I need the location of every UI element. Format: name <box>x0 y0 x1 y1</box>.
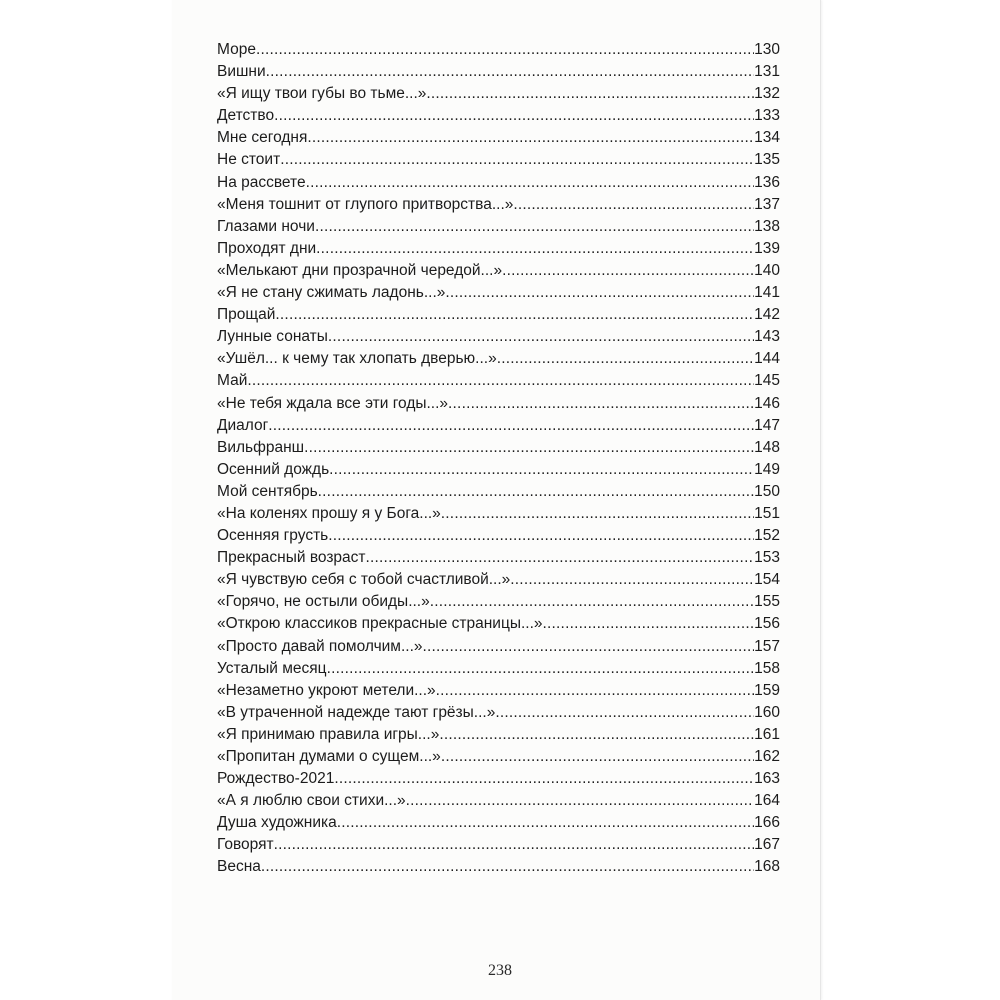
toc-entry <box>217 702 780 724</box>
toc-entry-title: Вильфранш <box>217 438 305 456</box>
toc-dot-leader <box>441 746 754 768</box>
toc-entry <box>217 481 780 503</box>
toc-entry-page: 157 <box>754 637 780 655</box>
toc-entry-page: 135 <box>754 151 780 169</box>
toc-entry-title: «Меня тошнит от глупого притворства...» <box>217 195 514 213</box>
toc-entry-title: «На коленях прошу я у Бога...» <box>217 504 441 522</box>
toc-dot-leader <box>318 481 754 503</box>
toc-dot-leader <box>510 569 754 591</box>
toc-dot-leader <box>266 61 754 83</box>
toc-dot-leader <box>328 525 754 547</box>
toc-entry <box>217 746 780 768</box>
toc-entry-title: Прекрасный возраст <box>217 549 366 567</box>
toc-dot-leader <box>448 393 754 415</box>
toc-entry-page: 162 <box>754 748 780 765</box>
toc-dot-leader <box>316 238 754 260</box>
toc-entry-page: 130 <box>754 41 780 58</box>
toc-entry <box>217 547 780 569</box>
toc-dot-leader <box>280 149 754 171</box>
toc-entry-title: Диалог <box>217 416 269 434</box>
toc-dot-leader <box>430 591 754 613</box>
toc-entry-title: «Пропитан думами о сущем...» <box>217 748 441 765</box>
toc-entry <box>217 216 780 238</box>
toc-dot-leader <box>315 216 754 238</box>
toc-dot-leader <box>543 613 755 635</box>
toc-entry-page: 134 <box>754 129 780 147</box>
toc-entry-page: 153 <box>754 549 780 567</box>
toc-entry-title: Осенняя грусть <box>217 527 329 545</box>
toc-entry-title: «Незаметно укроют метели...» <box>217 681 436 699</box>
page-number: 238 <box>488 962 512 979</box>
toc-entry-title: Осенний дождь <box>217 460 330 478</box>
toc-dot-leader <box>304 437 754 459</box>
toc-entry-page: 159 <box>754 681 780 699</box>
toc-dot-leader <box>513 194 754 216</box>
toc-entry <box>217 393 780 415</box>
toc-entry-title: «Открою классиков прекрасные страницы...» <box>217 615 543 633</box>
toc-entry-page: 145 <box>754 372 780 390</box>
toc-entry-page: 156 <box>754 615 780 633</box>
toc-entry-title: «Я ищу твои губы во тьме...» <box>217 85 427 103</box>
toc-dot-leader <box>268 415 754 437</box>
toc-entry-title: Море <box>217 41 256 58</box>
toc-entry <box>217 790 780 812</box>
toc-entry <box>217 724 780 746</box>
toc-entry-page: 164 <box>754 792 780 810</box>
toc-dot-leader <box>502 260 754 282</box>
toc-entry <box>217 348 780 370</box>
toc-entry <box>217 569 780 591</box>
toc-entry-title: Глазами ночи <box>217 217 315 235</box>
toc-dot-leader <box>307 127 754 149</box>
toc-entry-page: 140 <box>754 261 780 279</box>
toc-entry-page: 152 <box>754 527 780 545</box>
toc-entry <box>217 636 780 658</box>
toc-entry-page: 136 <box>754 173 780 191</box>
toc-entry <box>217 812 780 834</box>
toc-entry <box>217 459 780 481</box>
toc-entry <box>217 172 780 194</box>
toc-dot-leader <box>274 834 755 856</box>
toc-entry-title: «В утраченной надежде тают грёзы...» <box>217 703 496 721</box>
toc-entry-page: 137 <box>754 195 780 213</box>
toc-dot-leader <box>247 370 754 392</box>
toc-entry <box>217 613 780 635</box>
toc-dot-leader <box>445 282 754 304</box>
toc-dot-leader <box>329 459 754 481</box>
toc-entry-page: 149 <box>754 460 780 478</box>
toc-entry <box>217 149 780 171</box>
toc-entry-page: 168 <box>754 858 780 876</box>
toc-dot-leader <box>423 636 755 658</box>
toc-entry-title: «Ушёл... к чему так хлопать дверью...» <box>217 350 497 368</box>
toc-entry-page: 160 <box>754 703 780 721</box>
toc-entry-title: Весна <box>217 858 261 876</box>
toc-entry <box>217 282 780 304</box>
toc-dot-leader <box>441 503 754 525</box>
toc-entry <box>217 238 780 260</box>
toc-dot-leader <box>328 326 754 348</box>
toc-entry-page: 158 <box>754 659 780 677</box>
toc-entry-title: Не стоит <box>217 151 281 169</box>
toc-entry-page: 142 <box>754 306 780 324</box>
toc-entry-page: 132 <box>754 85 780 103</box>
toc-entry-title: Усталый месяц <box>217 659 327 677</box>
toc-entry-title: Говорят <box>217 836 274 854</box>
toc-entry <box>217 105 780 127</box>
toc-entry <box>217 591 780 613</box>
toc-entry <box>217 768 780 790</box>
toc-entry <box>217 415 780 437</box>
toc-dot-leader <box>436 680 754 702</box>
toc-entry-page: 139 <box>754 239 780 257</box>
toc-dot-leader <box>275 304 754 326</box>
toc-entry <box>217 304 780 326</box>
toc-dot-leader <box>274 105 754 127</box>
toc-entry <box>217 658 780 680</box>
toc-dot-leader <box>406 790 754 812</box>
toc-dot-leader <box>327 658 755 680</box>
toc-entry <box>217 525 780 547</box>
toc-dot-leader <box>366 547 755 569</box>
toc-entry-title: Вишни <box>217 63 266 81</box>
toc-entry-title: «А я люблю свои стихи...» <box>217 792 406 810</box>
toc-entry-title: На рассвете <box>217 173 306 191</box>
toc-dot-leader <box>495 702 754 724</box>
toc-dot-leader <box>256 39 754 61</box>
toc-entry-page: 148 <box>754 438 780 456</box>
toc-entry-title: Прощай <box>217 306 276 324</box>
table-of-contents <box>217 39 780 879</box>
toc-dot-leader <box>439 724 754 746</box>
toc-entry-page: 154 <box>754 571 780 589</box>
toc-dot-leader <box>306 172 755 194</box>
toc-entry-page: 166 <box>754 814 780 832</box>
toc-entry <box>217 83 780 105</box>
toc-entry-title: Детство <box>217 107 275 125</box>
toc-entry-title: «Не тебя ждала все эти годы...» <box>217 394 449 412</box>
toc-entry <box>217 194 780 216</box>
toc-entry <box>217 370 780 392</box>
toc-entry-title: «Мелькают дни прозрачной чередой...» <box>217 261 503 279</box>
toc-entry-title: Лунные сонаты <box>217 328 328 346</box>
toc-entry <box>217 503 780 525</box>
toc-entry-title: Мне сегодня <box>217 129 308 147</box>
toc-entry <box>217 260 780 282</box>
toc-entry <box>217 39 780 61</box>
toc-entry-page: 163 <box>754 770 780 788</box>
toc-entry-page: 150 <box>754 482 780 500</box>
toc-dot-leader <box>426 83 754 105</box>
toc-entry <box>217 856 780 878</box>
toc-entry <box>217 127 780 149</box>
toc-entry-title: «Я чувствую себя с тобой счастливой...» <box>217 571 511 589</box>
toc-entry-page: 151 <box>754 504 780 522</box>
toc-entry-title: «Я принимаю правила игры...» <box>217 725 440 743</box>
toc-entry <box>217 326 780 348</box>
toc-entry-page: 133 <box>754 107 780 125</box>
toc-entry-page: 161 <box>754 725 780 743</box>
toc-entry-page: 131 <box>754 63 780 81</box>
toc-entry-page: 167 <box>754 836 780 854</box>
toc-entry <box>217 680 780 702</box>
toc-entry-title: Душа художника <box>217 814 337 832</box>
toc-entry-page: 155 <box>754 593 780 611</box>
toc-entry-page: 146 <box>754 394 780 412</box>
toc-dot-leader <box>337 812 754 834</box>
toc-entry-title: «Я не стану сжимать ладонь...» <box>217 284 446 302</box>
toc-entry <box>217 437 780 459</box>
toc-entry-title: Рождество-2021 <box>217 770 335 788</box>
toc-entry <box>217 834 780 856</box>
toc-entry-page: 138 <box>754 217 780 235</box>
toc-dot-leader <box>497 348 754 370</box>
toc-entry-page: 147 <box>754 416 780 434</box>
toc-entry-page: 141 <box>754 284 780 302</box>
toc-entry-title: Май <box>217 372 248 390</box>
toc-entry-title: Мой сентябрь <box>217 482 318 500</box>
toc-entry <box>217 61 780 83</box>
toc-entry-page: 143 <box>754 328 780 346</box>
toc-entry-title: «Просто давай помолчим...» <box>217 637 423 655</box>
toc-entry-title: «Горячо, не остыли обиды...» <box>217 593 430 611</box>
toc-entry-title: Проходят дни <box>217 239 317 257</box>
toc-dot-leader <box>261 856 754 878</box>
toc-dot-leader <box>334 768 754 790</box>
toc-entry-page: 144 <box>754 350 780 368</box>
